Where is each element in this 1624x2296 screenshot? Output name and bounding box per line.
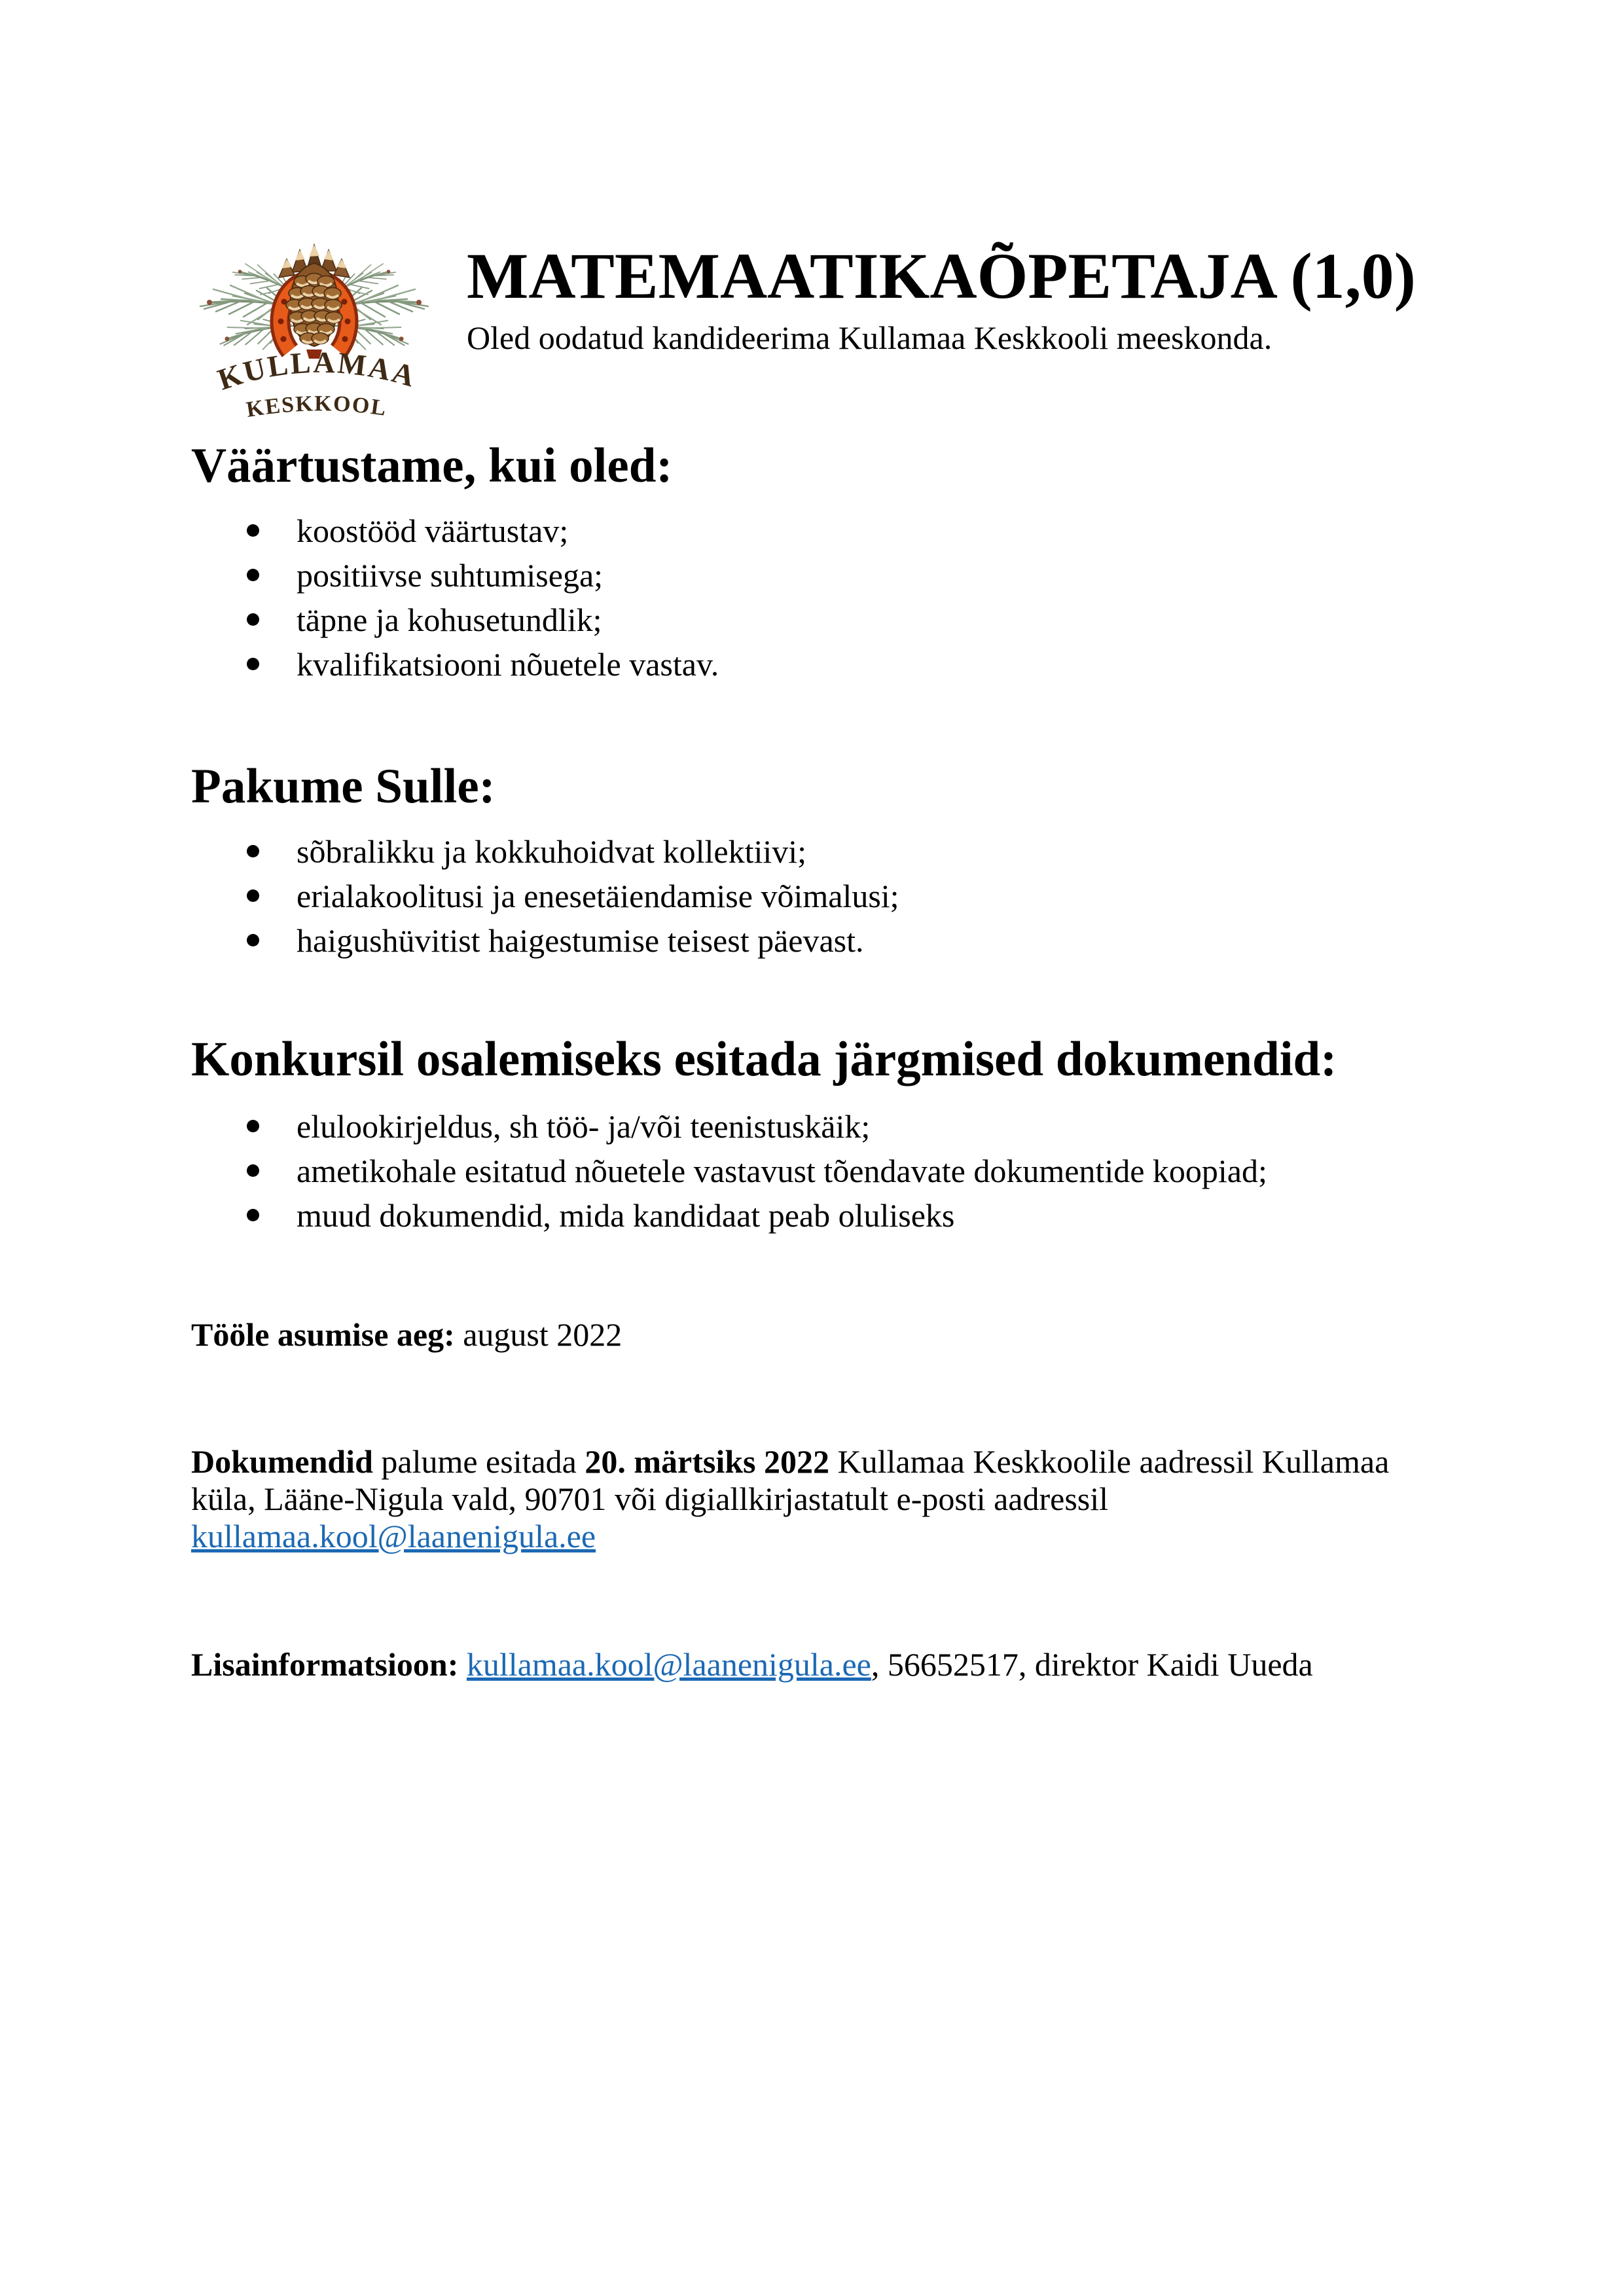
contact-label: Lisainformatsioon:	[191, 1646, 467, 1683]
list-item	[191, 1197, 1267, 1234]
start-date-value: august 2022	[454, 1316, 623, 1353]
bullet-icon	[247, 524, 259, 537]
svg-text:KESKKOOL	[245, 391, 389, 422]
bullet-icon	[247, 934, 259, 946]
bullet-icon	[247, 889, 259, 902]
bullet-text: positiivse suhtumisega;	[297, 557, 604, 594]
bullet-text: haigushüvitist haigestumise teisest päevast.	[297, 922, 864, 959]
section-heading-documents: Konkursil osalemiseks esitada järgmised dokumendid:	[191, 1032, 1337, 1086]
bullet-text: koostööd väärtustav;	[297, 512, 569, 549]
section-heading-offer: Pakume Sulle:	[191, 759, 496, 814]
svg-text:KULLAMAA	[213, 346, 420, 397]
bullet-icon	[247, 845, 259, 857]
values-list	[191, 512, 719, 691]
bullet-icon	[247, 658, 259, 670]
section-heading-values: Väärtustame, kui oled:	[191, 439, 673, 493]
start-date-line	[191, 1316, 622, 1354]
list-item	[191, 512, 719, 550]
contact-line	[191, 1646, 1313, 1683]
submission-bold-documents: Dokumendid	[191, 1443, 373, 1480]
logo-subname-text: KESKKOOL	[244, 391, 389, 422]
submission-email-link[interactable]: kullamaa.kool@laanenigula.ee	[191, 1518, 596, 1554]
bullet-text: täpne ja kohusetundlik;	[297, 601, 602, 638]
bullet-text: muud dokumendid, mida kandidaat peab oluliseks	[297, 1197, 955, 1234]
bullet-icon	[247, 1164, 259, 1177]
bullet-icon	[247, 569, 259, 581]
submission-deadline: 20. märtsiks 2022	[585, 1443, 829, 1480]
submission-text: Kullamaa Keskkoolile aadressil Kullamaa	[829, 1443, 1390, 1480]
bullet-icon	[247, 1209, 259, 1221]
bullet-icon	[247, 613, 259, 626]
bullet-text: erialakoolitusi ja enesetäiendamise võimalusi;	[297, 878, 899, 914]
logo-name-text: KULLAMAA	[213, 345, 421, 397]
submission-text: palume esitada	[372, 1443, 585, 1480]
submission-address-line: küla, Lääne-Nigula vald, 90701 või digiallkirjastatult e-posti aadressil	[191, 1480, 1109, 1517]
bullet-text: kvalifikatsiooni nõuetele vastav.	[297, 646, 719, 683]
start-date-label: Tööle asumise aeg:	[191, 1316, 455, 1353]
list-item	[191, 646, 719, 683]
submission-paragraph	[191, 1443, 1477, 1555]
list-item	[191, 557, 719, 594]
list-item	[191, 601, 719, 639]
list-item	[191, 1108, 1267, 1145]
bullet-text: ametikohale esitatud nõuetele vastavust tõendavate dokumentide koopiad;	[297, 1153, 1267, 1189]
offer-list	[191, 833, 899, 967]
page-title: MATEMAATIKAÕPETAJA (1,0)	[467, 240, 1416, 312]
list-item	[191, 833, 899, 870]
list-item	[191, 878, 899, 915]
list-item	[191, 1153, 1267, 1190]
bullet-icon	[247, 1120, 259, 1132]
bullet-text: elulookirjeldus, sh töö- ja/või teenistuskäik;	[297, 1108, 871, 1145]
contact-details: , 56652517, direktor Kaidi Uueda	[871, 1646, 1313, 1683]
school-logo	[174, 230, 439, 422]
bullet-text: sõbralikku ja kokkuhoidvat kollektiivi;	[297, 833, 807, 870]
contact-email-link[interactable]: kullamaa.kool@laanenigula.ee	[466, 1646, 871, 1683]
documents-list	[191, 1108, 1267, 1242]
list-item	[191, 922, 899, 960]
intro-text: Oled oodatud kandideerima Kullamaa Keskkooli meeskonda.	[467, 319, 1272, 356]
